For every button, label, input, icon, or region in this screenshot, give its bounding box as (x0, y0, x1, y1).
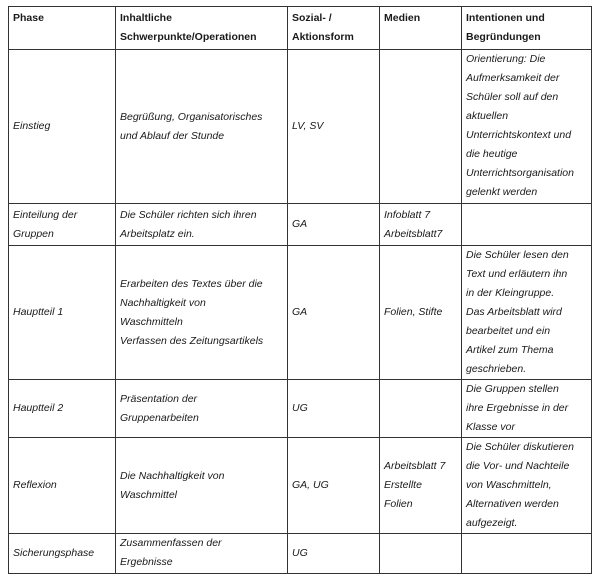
cell-medien (380, 534, 462, 574)
cell-line: Sicherungsphase (13, 547, 95, 559)
cell-line: Text und erläutern ihn (466, 268, 568, 280)
cell-line: Hauptteil 2 (13, 402, 64, 414)
header-line: Intentionen und (466, 12, 545, 24)
cell-inhalt (116, 380, 288, 438)
header-line: Begründungen (466, 31, 541, 43)
cell-line: Unterrichtsorganisation (466, 167, 574, 179)
table-row (9, 246, 592, 380)
cell-medien (380, 246, 462, 380)
cell-line: in der Kleingruppe. (466, 287, 555, 299)
cell-line: Die Schüler lesen den (466, 249, 569, 261)
cell-line: Aufmerksamkeit der (466, 72, 560, 84)
cell-line: Einteilung der (13, 208, 78, 221)
cell-line: Artikel zum Thema (466, 344, 554, 356)
cell-line: Die Schüler richten sich ihren (120, 208, 257, 221)
cell-inhalt (116, 246, 288, 380)
cell-medien (380, 204, 462, 246)
cell-line: Arbeitsblatt 7 (384, 460, 446, 472)
cell-line: Alternativen werden (466, 498, 559, 510)
cell-line: LV, SV (292, 120, 324, 132)
cell-line: Folien (384, 498, 413, 510)
cell-line: geschrieben. (466, 363, 527, 375)
cell-sozialform (288, 246, 380, 380)
cell-line: GA, UG (292, 479, 329, 491)
cell-inhalt (116, 50, 288, 204)
cell-sozialform (288, 534, 380, 574)
cell-line: GA (292, 218, 308, 230)
cell-line: von Waschmitteln, (466, 479, 552, 491)
cell-line: Reflexion (13, 479, 57, 491)
cell-sozialform (288, 438, 380, 534)
header-medien (380, 7, 462, 50)
cell-line: Erstellte (384, 479, 422, 491)
cell-line: Einstieg (13, 120, 51, 132)
cell-line: und Ablauf der Stunde (120, 129, 225, 142)
table-row (9, 50, 592, 204)
cell-line: UG (292, 547, 308, 559)
cell-line: Arbeitsplatz ein. (120, 227, 195, 240)
header-line: Medien (384, 12, 421, 24)
cell-phase (9, 534, 116, 574)
header-line: Phase (13, 12, 44, 24)
cell-line: bearbeitet und ein (466, 325, 551, 337)
header-sozialform (288, 7, 380, 50)
cell-line: Klasse vor (466, 421, 516, 433)
cell-line: Waschmittel (120, 488, 177, 501)
cell-line: Schüler soll auf den (466, 91, 559, 103)
cell-intention (462, 204, 592, 246)
cell-line: Gruppen (13, 227, 54, 240)
cell-line: Die Nachhaltigkeit von (120, 469, 225, 482)
cell-intention (462, 50, 592, 204)
cell-inhalt (116, 204, 288, 246)
cell-line: Die Gruppen stellen (466, 383, 559, 395)
cell-line: UG (292, 402, 308, 414)
cell-line: Die Schüler diskutieren (466, 441, 574, 453)
cell-line: Unterrichtskontext und (466, 129, 572, 141)
table-row (9, 534, 592, 574)
cell-line: Zusammenfassen der (120, 537, 222, 549)
cell-intention (462, 438, 592, 534)
cell-line: Begrüßung, Organisatorisches (120, 110, 263, 123)
cell-phase (9, 246, 116, 380)
cell-line: Nachhaltigkeit von (120, 296, 206, 309)
table-row (9, 438, 592, 534)
cell-line: Ergebnisse (120, 556, 173, 568)
cell-line: die heutige (466, 148, 518, 160)
table-row (9, 204, 592, 246)
cell-line: Verfassen des Zeitungsartikels (120, 334, 264, 347)
cell-line: Arbeitsblatt7 (384, 227, 443, 240)
cell-line: die Vor- und Nachteile (466, 460, 570, 472)
cell-line: Hauptteil 1 (13, 306, 64, 318)
cell-medien (380, 380, 462, 438)
cell-inhalt (116, 438, 288, 534)
cell-line: Waschmitteln (120, 315, 183, 328)
cell-line: ihre Ergebnisse in der (466, 402, 569, 414)
cell-phase (9, 204, 116, 246)
cell-line: Erarbeiten des Textes über die (120, 277, 263, 290)
header-row (9, 7, 592, 50)
cell-line: Orientierung: Die (466, 53, 546, 65)
cell-line: Gruppenarbeiten (120, 411, 199, 424)
header-line: Schwerpunkte/Operationen (120, 31, 257, 43)
cell-medien (380, 438, 462, 534)
cell-line: Folien, Stifte (384, 306, 443, 318)
cell-inhalt (116, 534, 288, 574)
header-inhalt (116, 7, 288, 50)
cell-phase (9, 438, 116, 534)
cell-sozialform (288, 50, 380, 204)
cell-medien (380, 50, 462, 204)
cell-intention (462, 380, 592, 438)
cell-intention (462, 534, 592, 574)
cell-phase (9, 50, 116, 204)
cell-sozialform (288, 204, 380, 246)
cell-sozialform (288, 380, 380, 438)
cell-line: GA (292, 306, 308, 318)
table-row (9, 380, 592, 438)
cell-line: Das Arbeitsblatt wird (466, 306, 562, 318)
header-line: Aktionsform (292, 31, 354, 43)
cell-intention (462, 246, 592, 380)
cell-line: gelenkt werden (466, 186, 538, 198)
cell-line: Präsentation der (120, 392, 198, 405)
cell-line: aktuellen (466, 110, 509, 122)
header-intentionen (462, 7, 592, 50)
header-line: Sozial- / (292, 12, 332, 24)
cell-line: Infoblatt 7 (384, 208, 431, 221)
cell-line: aufgezeigt. (466, 517, 518, 529)
lesson-plan-table (8, 6, 592, 574)
cell-phase (9, 380, 116, 438)
header-line: Inhaltliche (120, 12, 172, 24)
header-phase (9, 7, 116, 50)
